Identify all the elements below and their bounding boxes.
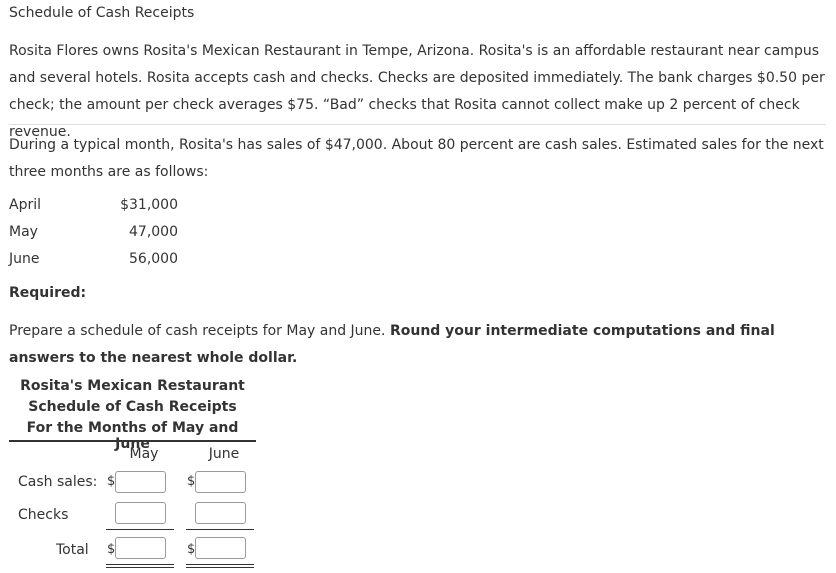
sales-row-may <box>9 219 184 246</box>
sales-value: 56,000 <box>129 251 178 267</box>
currency-symbol: $ <box>187 542 196 557</box>
total-may-field[interactable] <box>116 538 165 558</box>
column-header-may: May <box>129 446 159 462</box>
checks-june-input[interactable] <box>195 502 246 524</box>
subtotal-rule-may <box>106 529 174 530</box>
instructions-emphasis: Round your intermediate computations and final answers to the nearest whole dollar. <box>9 323 775 366</box>
sales-row-june <box>9 246 184 273</box>
total-rule-may-1 <box>106 564 174 565</box>
currency-symbol: $ <box>187 474 196 489</box>
header-rule <box>9 440 256 442</box>
divider <box>9 124 826 125</box>
instructions-text: Prepare a schedule of cash receipts for May and June. <box>9 323 390 339</box>
row-label-cash-sales: Cash sales: <box>18 474 98 490</box>
subtotal-rule-june <box>186 529 254 530</box>
checks-may-field[interactable] <box>116 503 165 523</box>
cash-sales-may-input[interactable] <box>115 471 166 493</box>
schedule-name: Schedule of Cash Receipts <box>28 399 237 415</box>
sales-value: 47,000 <box>129 224 178 240</box>
total-june-input[interactable] <box>195 537 246 559</box>
sales-row-april <box>9 192 184 219</box>
sales-month: April <box>9 197 41 213</box>
total-rule-june-1 <box>186 564 254 565</box>
page-title: Schedule of Cash Receipts <box>9 5 195 21</box>
row-label-checks: Checks <box>18 507 69 523</box>
sales-intro: During a typical month, Rosita's has sales of $47,000. About 80 percent are cash sales. Estimated sales for the next three months are as follows: <box>9 137 824 180</box>
checks-may-input[interactable] <box>115 502 166 524</box>
cash-sales-june-field[interactable] <box>196 472 245 492</box>
schedule-period: For the Months of May and June <box>26 420 239 452</box>
instructions <box>9 318 829 372</box>
problem-description: Rosita Flores owns Rosita's Mexican Restaurant in Tempe, Arizona. Rosita's is an affordable restaurant near campus and several hotels. Rosita accepts cash and checks. Checks are deposited immediately. The bank charges $0.50 per check; the amount per check averages $75. “Bad” checks that Rosita cannot collect make up 2 percent of check revenue. <box>9 43 825 140</box>
total-rule-june-2 <box>186 567 254 568</box>
total-june-field[interactable] <box>196 538 245 558</box>
sales-month: June <box>9 251 40 267</box>
sales-value: $31,000 <box>120 197 178 213</box>
total-may-input[interactable] <box>115 537 166 559</box>
cash-sales-june-input[interactable] <box>195 471 246 493</box>
row-label-total: Total <box>56 542 89 558</box>
schedule-company: Rosita's Mexican Restaurant <box>20 378 245 394</box>
required-heading: Required: <box>9 285 87 301</box>
cash-sales-may-field[interactable] <box>116 472 165 492</box>
column-header-june: June <box>208 446 240 462</box>
currency-symbol: $ <box>107 474 116 489</box>
sales-month: May <box>9 224 38 240</box>
total-rule-may-2 <box>106 567 174 568</box>
currency-symbol: $ <box>107 542 116 557</box>
checks-june-field[interactable] <box>196 503 245 523</box>
